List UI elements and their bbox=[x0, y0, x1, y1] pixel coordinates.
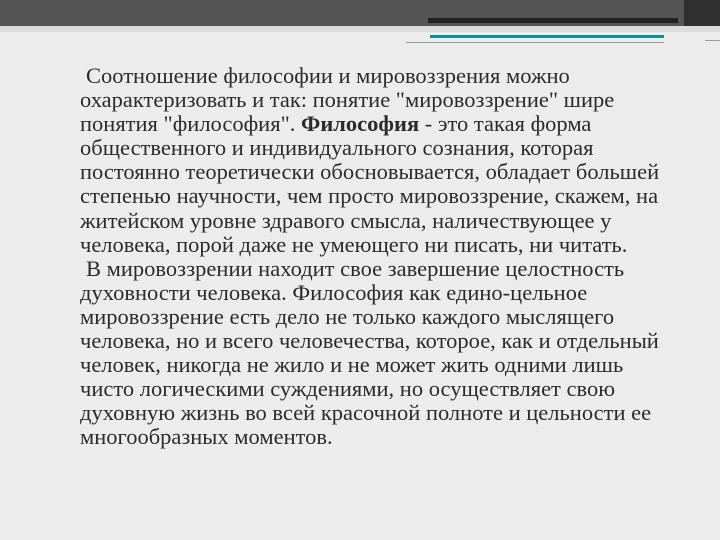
paragraph-1-bold-term: Философия bbox=[301, 111, 420, 137]
corner-block bbox=[684, 0, 720, 26]
slide-body bbox=[80, 64, 680, 450]
header-stripe bbox=[0, 26, 720, 32]
paragraph-1 bbox=[80, 64, 680, 257]
paragraph-2 bbox=[80, 257, 680, 450]
gray-accent-line bbox=[406, 42, 664, 43]
teal-accent-line bbox=[430, 35, 664, 38]
paragraph-2-text: В мировоззрении находит свое завершение целостность духовности человека. Философия как едино-цельное мировоззрение есть дело не только каждого мыслящего человека, но и всего человечества, которое, как и отдельный человек, никогда не жило и не может жить одними лишь чисто логическими суждениями, но осуществляет свою духовную жизнь во всей красочной полноте и цельности ее многообразных моментов. bbox=[80, 255, 659, 450]
header-accent-bar bbox=[428, 18, 678, 23]
paragraph-1-text-b: - это такая форма общественного и индивидуального сознания, которая постоянно теоретически обосновывается, обладает большей степенью научности, чем просто мировоззрение, скажем, на житейском уровне здравого смысла, наличествующее у человека, порой даже не умеющего ни писать, ни читать. bbox=[80, 111, 660, 257]
paragraph-1-text-a: Соотношение философии и мировоззрения можно охарактеризовать и так: понятие "мировоззрение" шире понятия "философия". bbox=[80, 63, 615, 137]
side-accent-line bbox=[705, 40, 720, 41]
